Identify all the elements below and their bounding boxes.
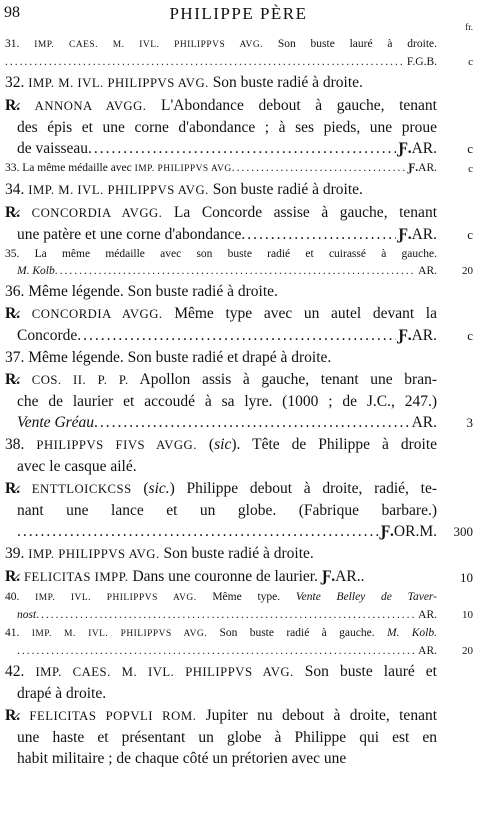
legend-text: IMP. M. IVL. PHILIPPVS AVG.	[28, 183, 209, 197]
sigle-text: AR.	[411, 140, 437, 157]
catalogue-entry	[5, 434, 473, 477]
entry-text: R̷.	[5, 371, 32, 388]
sigle-text: AR.	[418, 645, 437, 657]
entry-line	[5, 589, 437, 607]
legend-text: IMP. IVL. PHILIPPVS AVG.	[35, 593, 197, 603]
entry-list	[5, 36, 473, 770]
entry-text: R̷.	[5, 568, 24, 585]
entry-line	[5, 705, 437, 727]
catalogue-entry	[5, 202, 473, 245]
legend-text: IMP. CAES. M. IVL. PHILIPPVS AVG.	[34, 40, 264, 50]
catalogue-entry	[5, 347, 473, 368]
italic-text: Vente Belley de Taver-	[295, 591, 437, 603]
italic-text: M. Kolb.	[386, 627, 437, 639]
entry-text: Son buste lauré à droite.	[263, 38, 437, 50]
entry-text: La Concorde assise à gauche, tenant	[162, 204, 437, 221]
legend-text: FELICITAS POPVLI ROM.	[29, 709, 197, 723]
entry-line	[5, 263, 437, 280]
entry-text: Dans une couronne de laurier.	[128, 568, 322, 585]
legend-text: PHILIPPVS FIVS AVGG.	[36, 438, 197, 452]
entry-text: 38.	[5, 436, 37, 453]
catalogue-entry	[5, 478, 473, 542]
sigle-text: Ƒ.	[398, 140, 412, 157]
entry-line	[5, 391, 437, 412]
price-value: 20	[462, 265, 473, 277]
dot-leader	[17, 521, 379, 542]
sigle	[410, 412, 437, 433]
entry-line	[5, 54, 437, 71]
sigle-text: Ƒ.	[380, 523, 394, 540]
price-value: 10	[462, 609, 473, 621]
legend-text: IMP. M. IVL. PHILIPPVS AVG.	[28, 76, 209, 90]
catalogue-entry	[5, 281, 473, 302]
entry-text: 35. La même médaille avec son buste radié et cuirassé à gauche.	[5, 248, 437, 260]
catalogue-entry	[5, 246, 473, 280]
entry-text: R̷.	[5, 480, 32, 497]
entry-line	[5, 607, 437, 624]
dot-leader	[94, 412, 410, 433]
entry-text: 39.	[5, 545, 29, 562]
sigle-text: OR.M.	[393, 523, 437, 540]
legend-text: IMP. PHILIPPVS AVG.	[28, 547, 160, 561]
line-text	[17, 607, 36, 624]
italic-text: M. Kolb	[17, 265, 55, 277]
line-text	[17, 263, 55, 280]
legend-text: ENTTLOICKCSS	[31, 482, 132, 496]
page-header	[4, 4, 473, 32]
legend-text: IMP. CAES. M. IVL. PHILIPPVS AVG.	[35, 665, 294, 679]
entry-text: Son buste lauré et	[293, 663, 437, 680]
line-text	[17, 325, 77, 346]
entry-text: 34.	[5, 181, 29, 198]
catalogue-entry	[5, 179, 473, 201]
entry-line	[5, 543, 437, 565]
entry-text: 36. Même légende. Son buste radié à droite.	[5, 283, 278, 300]
entry-line	[5, 521, 437, 542]
entry-line	[5, 661, 437, 683]
catalogue-entry	[5, 543, 473, 565]
catalogue-entry	[5, 36, 473, 71]
entry-text: des épis et une corne d'abondance ; à ses pieds, une proue	[17, 119, 437, 136]
price-value: 10	[460, 570, 473, 585]
entry-text: Même type.	[196, 591, 296, 603]
entry-line	[5, 683, 437, 704]
catalogue-entry	[5, 160, 473, 178]
entry-text: Jupiter nu debout à droite, tenant	[196, 707, 437, 724]
entry-line	[5, 224, 437, 245]
entry-text: Ƒ.	[321, 568, 336, 585]
entry-line	[5, 625, 437, 643]
entry-text: 42.	[5, 663, 36, 680]
line-text	[5, 160, 232, 178]
catalogue-entry	[5, 369, 473, 433]
sigle-text: AR.	[411, 414, 437, 431]
entry-text: AR..	[335, 568, 365, 585]
entry-text: 41.	[5, 627, 32, 639]
price-column-label: fr.	[465, 22, 473, 32]
entry-text: Son buste radié à droite.	[208, 181, 363, 198]
entry-line	[5, 160, 437, 178]
italic-text: sic.	[148, 480, 170, 497]
catalogue-entry	[5, 303, 473, 346]
entry-line	[5, 478, 437, 500]
italic-text: sic	[214, 436, 232, 453]
entry-text: L'Abondance debout à gauche, tenant	[146, 97, 437, 114]
price-value: c	[467, 328, 473, 343]
catalogue-entry	[5, 95, 473, 159]
sigle-text: Ƒ.	[398, 226, 412, 243]
price-value: c	[467, 141, 473, 156]
legend-text: CONCORDIA AVGG.	[31, 206, 163, 220]
sigle	[416, 643, 437, 660]
sigle	[405, 54, 437, 71]
legend-text: IMP. PHILIPPVS AVG	[134, 164, 232, 174]
catalogue-entry	[5, 705, 473, 769]
entry-text: nant une lance et un globe. (Fabrique barbare.)	[17, 502, 437, 519]
legend-text: CONCORDIA AVGG.	[31, 307, 163, 321]
dot-leader	[232, 160, 407, 177]
entry-line	[5, 325, 437, 346]
entry-text: Son buste radié à droite.	[208, 74, 363, 91]
catalogue-entry	[5, 625, 473, 660]
entry-text: Son buste radié à gauche.	[207, 627, 387, 639]
legend-text: ANNONA AVGG.	[34, 99, 147, 113]
entry-line	[5, 643, 437, 660]
entry-text: R̷.	[5, 707, 30, 724]
line-text	[17, 138, 88, 159]
catalogue-entry	[5, 661, 473, 704]
entry-text: (	[196, 436, 215, 453]
entry-line	[5, 95, 437, 117]
entry-line	[5, 202, 437, 224]
price-value: 300	[453, 524, 473, 539]
entry-text: 32.	[5, 74, 29, 91]
entry-text: Apollon assis à gauche, tenant une bran-	[128, 371, 437, 388]
entry-text: Concorde	[17, 327, 78, 344]
dot-leader	[77, 325, 396, 346]
line-text	[17, 224, 241, 245]
entry-text: de vaisseau	[17, 140, 89, 157]
dot-leader	[17, 643, 416, 660]
sigle	[416, 607, 437, 624]
dot-leader	[55, 263, 416, 280]
entry-line	[5, 179, 437, 201]
entry-text: une patère et une corne d'abondance	[17, 226, 242, 243]
sigle	[416, 263, 437, 280]
entry-text: 31.	[5, 38, 35, 50]
price-value: 20	[462, 645, 473, 657]
entry-line	[5, 72, 437, 94]
dot-leader	[241, 224, 396, 245]
entry-text: R̷.	[5, 204, 32, 221]
entry-text: 37. Même légende. Son buste radié et drapé à droite.	[5, 349, 332, 366]
italic-text: Vente Gréau	[17, 414, 95, 431]
entry-text: ) Philippe debout à droite, radié, te-	[169, 480, 437, 497]
entry-text: ). Tête de Philippe à droite	[231, 436, 437, 453]
entry-line	[5, 303, 437, 325]
entry-text: R̷.	[5, 97, 35, 114]
entry-line	[5, 727, 437, 748]
entry-line	[5, 566, 437, 588]
entry-text: (	[131, 480, 149, 497]
sigle	[379, 521, 437, 542]
entry-text: R̷.	[5, 305, 32, 322]
sigle-text: F.G.B.	[406, 56, 437, 68]
sigle	[396, 224, 437, 245]
dot-leader	[36, 607, 416, 624]
entry-text: che de laurier et accoudé à sa lyre. (1000 ; de J.C., 247.)	[17, 393, 437, 410]
dot-leader	[5, 54, 405, 71]
sigle-text: AR.	[418, 609, 437, 621]
catalogue-entry	[5, 566, 473, 588]
italic-text: nost	[17, 609, 37, 621]
entry-line	[5, 500, 437, 521]
legend-text: COS. II. P. P.	[31, 373, 129, 387]
entry-line	[5, 117, 437, 138]
entry-text: 33. La même médaille avec	[5, 162, 135, 174]
entry-text: habit militaire ; de chaque côté un prétorien avec une	[17, 750, 347, 767]
sigle-text: AR.	[411, 226, 437, 243]
sigle-text: Ƒ.	[398, 327, 412, 344]
line-text	[17, 412, 94, 433]
entry-line	[5, 434, 437, 456]
dot-leader	[88, 138, 396, 159]
sigle	[406, 160, 437, 177]
price-value: c	[467, 227, 473, 242]
entry-text: avec le casque ailé.	[17, 458, 137, 475]
sigle-text: AR.	[418, 162, 437, 174]
entry-line	[5, 456, 437, 477]
entry-line	[5, 138, 437, 159]
sigle	[396, 325, 437, 346]
sigle	[396, 138, 437, 159]
catalogue-entry	[5, 589, 473, 624]
entry-line	[5, 412, 437, 433]
sigle-text: AR.	[418, 265, 437, 277]
entry-line	[5, 748, 437, 769]
page-number: 98	[4, 4, 20, 21]
entry-line	[5, 347, 437, 368]
entry-line	[5, 246, 437, 263]
legend-text: IMP. M. IVL. PHILIPPVS AVG.	[31, 629, 208, 639]
catalogue-entry	[5, 72, 473, 94]
page-title: PHILIPPE PÈRE	[169, 4, 308, 23]
price-value: c	[468, 56, 473, 68]
price-value: c	[468, 163, 473, 175]
entry-text: Son buste radié à droite.	[159, 545, 314, 562]
entry-line	[5, 281, 437, 302]
entry-text: Même type avec un autel devant la	[162, 305, 437, 322]
price-value: 3	[466, 415, 473, 430]
entry-line	[5, 369, 437, 391]
entry-text: drapé à droite.	[17, 685, 107, 702]
entry-text: 40.	[5, 591, 36, 603]
sigle-text: AR.	[411, 327, 437, 344]
sigle-text: Ƒ.	[408, 162, 419, 174]
legend-text: FELICITAS IMPP.	[23, 570, 129, 584]
entry-text: une haste et présentant un globe à Philippe qui est en	[17, 729, 437, 746]
entry-line	[5, 36, 437, 54]
